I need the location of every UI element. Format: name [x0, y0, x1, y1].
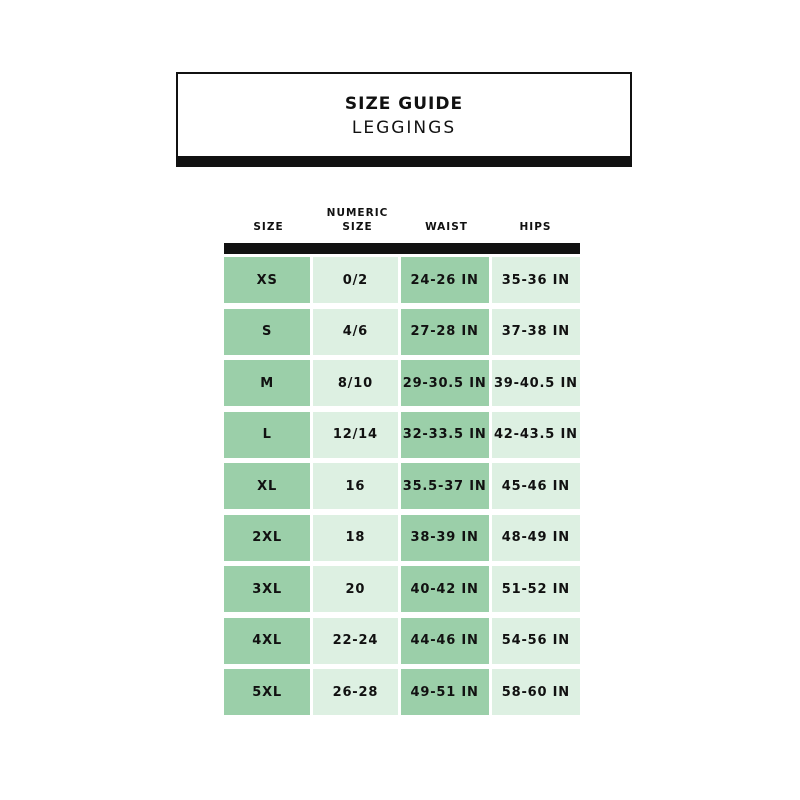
header-numeric-size: [313, 200, 402, 240]
cell-numeric: 4/6: [313, 309, 397, 355]
header-hips-label: HIPS: [519, 221, 552, 233]
cell-size: 5XL: [224, 669, 310, 715]
cell-numeric: 22-24: [313, 618, 397, 664]
cell-size: L: [224, 412, 310, 458]
table-row: [224, 618, 580, 664]
cell-size: 4XL: [224, 618, 310, 664]
cell-waist: 44-46 IN: [401, 618, 489, 664]
cell-waist: 24-26 IN: [401, 257, 489, 303]
title-box: [176, 72, 632, 156]
cell-hips: 58-60 IN: [492, 669, 580, 715]
cell-waist: 38-39 IN: [401, 515, 489, 561]
header-numeric-label-line1: NUMERIC: [326, 207, 389, 219]
cell-size: S: [224, 309, 310, 355]
cell-hips: 48-49 IN: [492, 515, 580, 561]
table-row: [224, 566, 580, 612]
cell-numeric: 0/2: [313, 257, 397, 303]
cell-hips: 54-56 IN: [492, 618, 580, 664]
table-row: [224, 515, 580, 561]
cell-hips: 37-38 IN: [492, 309, 580, 355]
table-row: [224, 669, 580, 715]
cell-numeric: 18: [313, 515, 397, 561]
cell-hips: 39-40.5 IN: [492, 360, 580, 406]
table-header: [224, 200, 580, 240]
cell-size: 3XL: [224, 566, 310, 612]
page-title: SIZE GUIDE: [344, 94, 464, 114]
cell-hips: 35-36 IN: [492, 257, 580, 303]
cell-hips: 51-52 IN: [492, 566, 580, 612]
header-size: [224, 200, 313, 240]
cell-waist: 27-28 IN: [401, 309, 489, 355]
cell-size: XL: [224, 463, 310, 509]
cell-numeric: 8/10: [313, 360, 397, 406]
table-row: [224, 412, 580, 458]
page-subtitle: LEGGINGS: [351, 118, 457, 138]
header-size-label: SIZE: [253, 221, 284, 233]
cell-waist: 29-30.5 IN: [401, 360, 489, 406]
cell-waist: 49-51 IN: [401, 669, 489, 715]
header-divider-bar: [224, 243, 580, 254]
cell-numeric: 26-28: [313, 669, 397, 715]
header-waist: [402, 200, 491, 240]
cell-waist: 40-42 IN: [401, 566, 489, 612]
cell-waist: 32-33.5 IN: [401, 412, 489, 458]
table-row: [224, 463, 580, 509]
header-numeric-label-line2: SIZE: [342, 221, 373, 233]
cell-numeric: 16: [313, 463, 397, 509]
header-waist-label: WAIST: [425, 221, 468, 233]
cell-numeric: 12/14: [313, 412, 397, 458]
cell-hips: 42-43.5 IN: [492, 412, 580, 458]
cell-hips: 45-46 IN: [492, 463, 580, 509]
table-row: [224, 309, 580, 355]
cell-numeric: 20: [313, 566, 397, 612]
table-row: [224, 360, 580, 406]
table-row: [224, 257, 580, 303]
cell-waist: 35.5-37 IN: [401, 463, 489, 509]
header-hips: [491, 200, 580, 240]
cell-size: XS: [224, 257, 310, 303]
size-table: [224, 257, 580, 721]
cell-size: M: [224, 360, 310, 406]
title-underline-bar: [176, 156, 632, 167]
cell-size: 2XL: [224, 515, 310, 561]
